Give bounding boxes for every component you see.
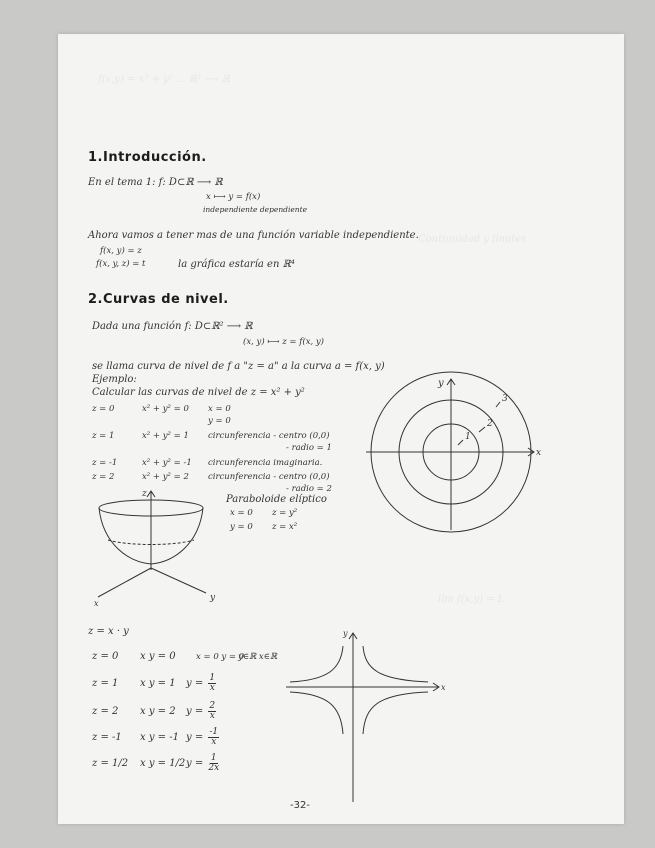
bleed-through-text: lím f(x,y) = L	[438, 594, 505, 605]
product-result: y = $\frac{2}{x}$	[186, 701, 216, 721]
circles-x-arrow	[528, 448, 534, 456]
product-eq: x y = 1	[140, 678, 176, 689]
hyperbola-y-label: y	[343, 629, 348, 638]
fraction-denominator: x	[209, 711, 215, 721]
level-desc: x = 0	[208, 404, 231, 414]
product-result: y = $\frac{-1}{x}$	[186, 727, 219, 747]
level-desc: - radio = 2	[286, 484, 332, 494]
radius-pointer-3	[496, 402, 500, 407]
hyperbola-branch-q3	[290, 692, 343, 734]
hyperbola-branch-q4	[363, 692, 428, 734]
fraction-denominator: 2x	[208, 763, 220, 773]
paraboloid-result: z = x²	[272, 522, 298, 532]
fraction-numerator: 2	[209, 701, 216, 711]
level-eq: x² + y² = 1	[142, 431, 189, 441]
paraboloid-body	[99, 508, 203, 564]
paraboloid-z-arrow	[147, 491, 155, 497]
product-z: z = 1/2	[92, 758, 129, 769]
paraboloid-case: x = 0	[230, 508, 253, 518]
circles-y-arrow	[447, 379, 455, 385]
paraboloid-z-label: z	[142, 489, 147, 499]
definition-line: se llama curva de nivel de f a "z = a" a la curva a = f(x, y)	[92, 361, 385, 372]
product-result: y = $\frac{1}{2x}$	[186, 753, 220, 773]
level-circle-3	[371, 372, 531, 532]
paraboloid-x-axis	[98, 568, 151, 597]
paraboloid-x-label: x	[94, 599, 99, 608]
product-eq: x y = 0	[140, 651, 176, 662]
example-label: Ejemplo:	[92, 374, 137, 385]
bleed-through-text: f(x,y) = x² + y² ... ℝ² ⟶ ℝ	[98, 74, 230, 85]
level-circle-2	[399, 400, 503, 504]
product-eq: x y = 2	[140, 706, 176, 717]
level-desc: circunferencia - centro (0,0)	[208, 431, 330, 441]
level-z: z = 1	[92, 431, 115, 441]
product-title: z = x · y	[88, 626, 129, 637]
intro-formula: f(x, y, z) = t	[96, 259, 146, 269]
level-eq: x² + y² = 2	[142, 472, 189, 482]
page-number: -32-	[290, 800, 310, 811]
hyperbola-x-arrow	[433, 683, 439, 691]
example-task: Calcular las curvas de nivel de z = x² + y²	[92, 387, 305, 398]
product-z: z = -1	[92, 732, 122, 743]
paraboloid-case: y = 0	[230, 522, 253, 532]
fraction-denominator: x	[211, 737, 217, 747]
intro-line: En el tema 1: f: D⊂ℝ ⟶ ℝ	[88, 177, 223, 188]
notebook-page	[58, 34, 624, 824]
level-eq: x² + y² = -1	[142, 458, 192, 468]
section-heading-curves: 2.Curvas de nivel.	[88, 292, 229, 307]
fraction-numerator: -1	[209, 727, 219, 737]
product-z: z = 1	[92, 678, 119, 689]
hyperbola-branch-q2	[290, 646, 343, 682]
hyperbola-x-label: x	[441, 683, 446, 692]
product-result: y = $\frac{1}{x}$	[186, 673, 216, 693]
hyperbola-y-arrow	[349, 633, 357, 639]
fraction-numerator: 1	[209, 673, 216, 683]
product-eq: x y = 1/2	[140, 758, 186, 769]
level-desc: y = 0	[208, 416, 231, 426]
intro-formula: f(x, y) = z	[100, 246, 142, 256]
paraboloid-y-label: y	[210, 593, 216, 603]
intro-mapping: x ⟼ y = f(x)	[206, 192, 261, 202]
product-result: x = 0 y = 0	[196, 652, 245, 662]
level-z: z = 2	[92, 472, 115, 482]
fraction-numerator: 1	[210, 753, 217, 763]
product-eq: x y = -1	[140, 732, 179, 743]
level-desc: circunferencia - centro (0,0)	[208, 472, 330, 482]
circles-y-label: y	[438, 378, 444, 389]
paraboloid-top-rim	[99, 500, 203, 516]
circle-label-2: 2	[487, 419, 493, 429]
definition-line: Dada una función f: D⊂ℝ² ⟶ ℝ	[92, 321, 253, 332]
circles-x-label: x	[536, 448, 542, 458]
radius-pointer-1	[458, 440, 463, 445]
section-heading-intro: 1.Introducción.	[88, 150, 207, 165]
hyperbola-branch-q1	[363, 646, 428, 682]
intro-line: Ahora vamos a tener mas de una función variable independiente.	[88, 230, 419, 241]
product-z: z = 0	[92, 651, 119, 662]
paraboloid-level-slice	[108, 540, 194, 545]
bleed-through-text: Continuidad y límites	[418, 234, 527, 245]
paraboloid-result: z = y²	[272, 508, 298, 518]
level-z: z = -1	[92, 458, 118, 468]
circle-label-1: 1	[465, 432, 471, 442]
product-extra: y∈ℝ x∈ℝ	[238, 652, 278, 662]
definition-mapping: (x, y) ⟼ z = f(x, y)	[243, 337, 325, 347]
intro-annotation: independiente dependiente	[203, 205, 308, 214]
paraboloid-y-axis	[151, 568, 206, 593]
radius-pointer-2	[479, 427, 485, 432]
level-desc: circunferencia imaginaria.	[208, 458, 323, 468]
circle-label-3: 3	[502, 394, 508, 404]
paraboloid-label: Paraboloide elíptico	[226, 494, 327, 505]
product-z: z = 2	[92, 706, 119, 717]
level-desc: - radio = 1	[286, 443, 332, 453]
level-circle-1	[423, 424, 479, 480]
fraction-denominator: x	[209, 683, 215, 693]
intro-line: la gráfica estaría en ℝ⁴	[178, 259, 295, 270]
level-z: z = 0	[92, 404, 115, 414]
level-eq: x² + y² = 0	[142, 404, 189, 414]
